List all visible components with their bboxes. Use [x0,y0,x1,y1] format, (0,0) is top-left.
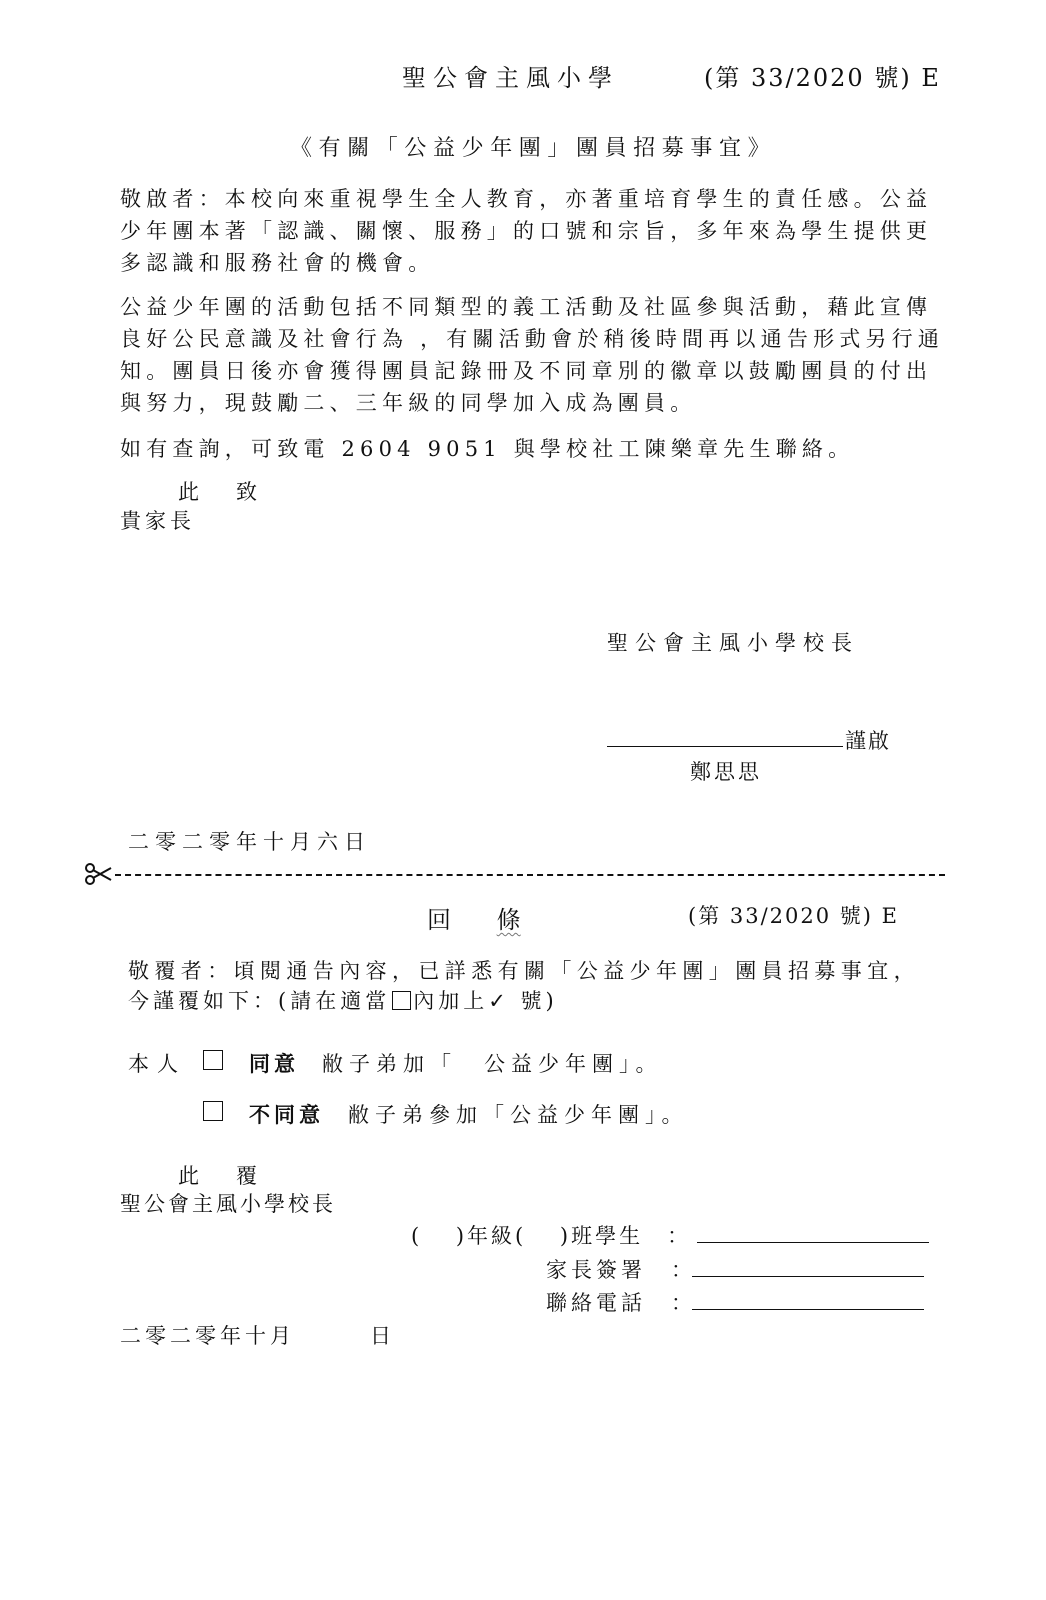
paragraph-1: 敬啟者：本校向來重視學生全人教育，亦著重培育學生的責任感。公益少年團本著「認識、關懷、服務」的口號和宗旨，多年來為學生提供更多認識和服務社會的機會。 [120,187,933,275]
reply-intro-line-1: 敬覆者：頃閱通告內容，已詳悉有關「公益少年團」團員招募事宜， [128,959,920,983]
reply-intro-part-a: 今謹覆如下：(請在適當 [128,989,391,1013]
student-class-label: ( )年級( )班學生 ： [411,1224,692,1248]
paragraph-2: 公益少年團的活動包括不同類型的義工活動及社區參與活動，藉此宣傳良好公民意識及社會行為 ，有關活動會於稍後時間再以通告形式另行通知。團員日後亦會獲得團員記錄冊及不同章別的徽章以鼓勵團員的付出與努力，現鼓勵二、三年級的同學加入成為團員。 [120,295,945,415]
paragraph-3: 如有查詢，可致電 2604 9051 與學校社工陳樂章先生聯絡。 [120,437,855,461]
reply-intro-part-c: 號) [509,989,558,1013]
reply-intro-line-2 [128,985,558,1015]
check-mark-icon: ✓ [488,989,510,1013]
self-label: 本人 [128,1052,186,1076]
school-name: 聖公會主風小學 [402,64,619,92]
reply-ci-fu: 此 覆 [178,1164,265,1188]
principal-name: 鄭思思 [690,760,762,784]
reply-date: 二零二零年十月 日 [120,1324,395,1348]
closing-recipient: 貴家長 [120,509,195,533]
reply-notice-number: (第 33/2020 號) E [688,904,899,928]
reply-recipient: 聖公會主風小學校長 [120,1192,336,1216]
scissors-icon [84,862,112,886]
agree-text: 敝子弟加「 公益少年團」。 [322,1052,663,1076]
phone-field[interactable] [692,1287,924,1310]
checkbox-example-icon [392,991,411,1010]
signature-jin-qi: 謹啟 [845,729,891,753]
subject-title: 《有關「公益少年團」團員招募事宜》 [290,136,777,161]
notice-date: 二零二零年十月六日 [128,830,371,854]
notice-number: (第 33/2020 號) E [704,64,941,92]
cut-line [115,874,945,876]
parent-signature-field[interactable] [692,1254,924,1277]
signature-line [607,746,843,747]
student-name-field[interactable] [697,1220,929,1243]
disagree-label: 不同意 [249,1102,324,1127]
closing-ci-zhi: 此 致 [178,480,265,504]
phone-label: 聯絡電話 ： [546,1291,696,1315]
reply-intro-part-b: 內加上 [413,989,489,1013]
disagree-text: 敝子弟參加「公益少年團」。 [348,1103,689,1127]
agree-label: 同意 [249,1051,299,1076]
reply-title [427,900,521,935]
agree-checkbox[interactable] [203,1050,223,1070]
signature-title: 聖公會主風小學校長 [607,631,859,655]
reply-title-char-1: 回 [427,906,451,934]
reply-title-char-2: 條 [496,906,521,934]
parent-signature-label: 家長簽署 ： [546,1258,696,1282]
disagree-checkbox[interactable] [203,1101,223,1121]
